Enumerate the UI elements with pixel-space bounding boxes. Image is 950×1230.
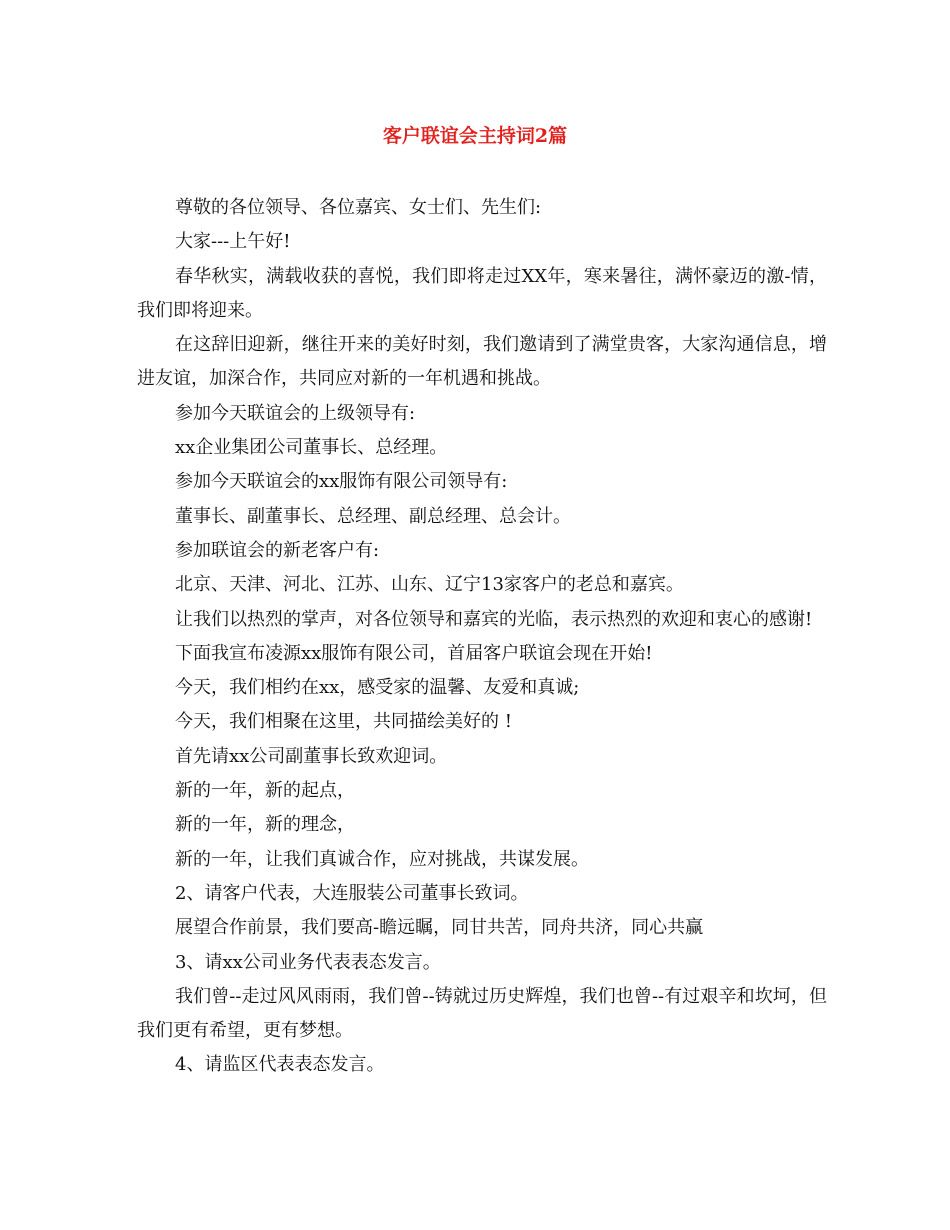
paragraph: 新的一年，新的理念，	[175, 814, 355, 836]
paragraph: 董事长、副董事长、总经理、副总经理、总会计。	[175, 505, 571, 527]
document-body	[137, 191, 827, 1083]
paragraph: 今天，我们相约在xx，感受家的温馨、友爱和真诚;	[175, 677, 580, 699]
paragraph: 在这辞旧迎新，继往开来的美好时刻，我们邀请到了满堂贵客，大家沟通信息，增进友谊，加深合作，共同应对新的一年机遇和挑战。	[137, 334, 827, 390]
paragraph: 参加今天联谊会的上级领导有:	[175, 402, 416, 424]
paragraph: 今天，我们相聚在这里，共同描绘美好的 !	[175, 711, 512, 733]
paragraph: 参加今天联谊会的xx服饰有限公司领导有:	[175, 471, 508, 493]
paragraph: 新的一年，新的起点，	[175, 780, 355, 802]
paragraph: 让我们以热烈的掌声，对各位领导和嘉宾的光临，表示热烈的欢迎和衷心的感谢!	[175, 608, 813, 630]
paragraph: 参加联谊会的新老客户有:	[175, 539, 380, 561]
paragraph: 展望合作前景，我们要高-瞻远瞩，同甘共苦，同舟共济，同心共赢	[175, 917, 704, 939]
paragraph: 北京、天津、河北、江苏、山东、辽宁13家客户的老总和嘉宾。	[175, 574, 684, 596]
paragraph: 2、请客户代表，大连服装公司董事长致词。	[175, 882, 529, 904]
paragraph: 尊敬的各位领导、各位嘉宾、女士们、先生们:	[175, 197, 542, 218]
paragraph: 首先请xx公司副董事长致欢迎词。	[175, 745, 448, 767]
paragraph: 4、请监区代表表态发言。	[175, 1054, 385, 1076]
paragraph: 新的一年，让我们真诚合作，应对挑战，共谋发展。	[175, 848, 589, 870]
paragraph: 下面我宣布凌源xx服饰有限公司，首届客户联谊会现在开始!	[175, 642, 653, 664]
paragraph: 我们曾--走过风风雨雨，我们曾--铸就过历史辉煌，我们也曾--有过艰辛和坎坷，但我们更有希望，更有梦想。	[137, 985, 827, 1042]
paragraph: 大家---上午好!	[175, 231, 291, 253]
paragraph: xx企业集团公司董事长、总经理。	[175, 437, 448, 459]
paragraph: 3、请xx公司业务代表表态发言。	[175, 951, 441, 973]
document-title: 客户联谊会主持词2篇	[382, 125, 568, 147]
paragraph: 春华秋实，满载收获的喜悦，我们即将走过XX年，寒来暑往，满怀豪迈的激-情，我们即将迎来。	[137, 265, 827, 321]
